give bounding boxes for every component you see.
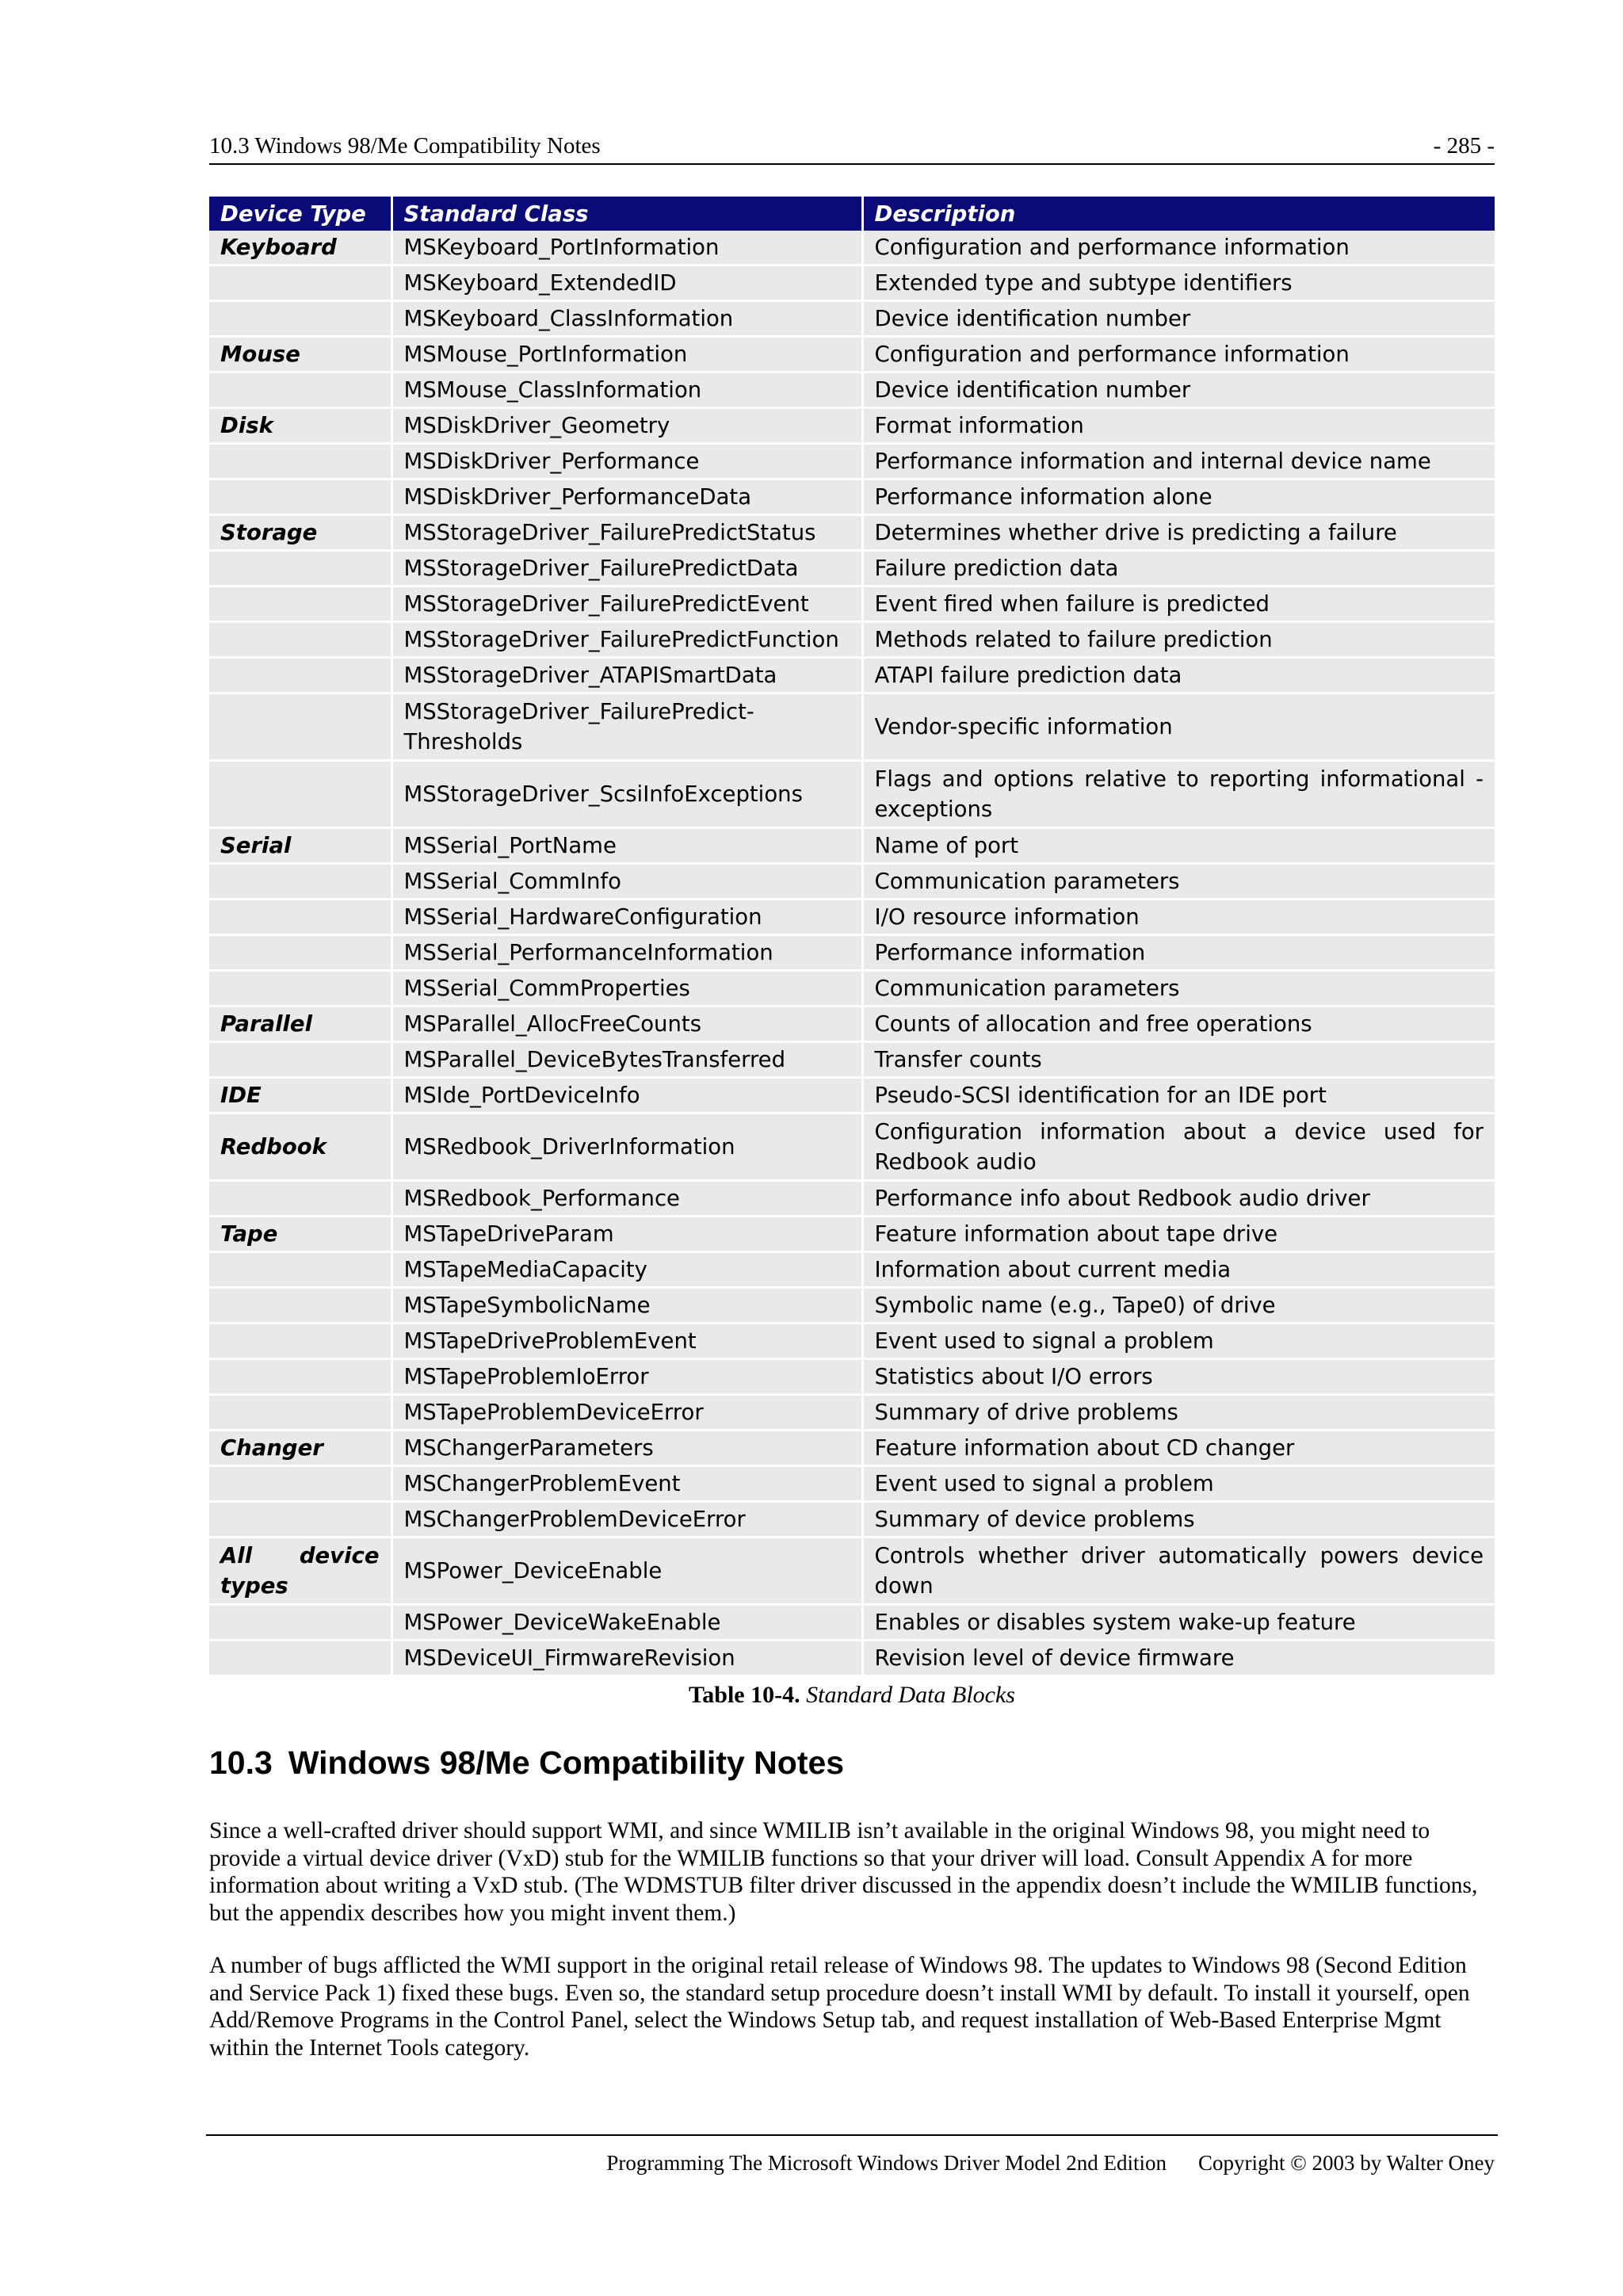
table-row xyxy=(209,935,1495,971)
table-row xyxy=(209,372,1495,408)
running-header xyxy=(209,132,1495,165)
table-row xyxy=(209,1042,1495,1078)
table-row xyxy=(209,1605,1495,1641)
description-cell: Name of port xyxy=(862,828,1495,864)
table-row xyxy=(209,1466,1495,1502)
device-type-cell xyxy=(209,761,391,828)
table-row xyxy=(209,551,1495,586)
table-row xyxy=(209,1007,1495,1042)
table-caption-text: Standard Data Blocks xyxy=(806,1682,1015,1708)
standard-class-cell: MSMouse_ClassInformation xyxy=(391,372,862,408)
device-type-cell xyxy=(209,301,391,337)
standard-class-cell: MSKeyboard_ClassInformation xyxy=(391,301,862,337)
standard-class-cell: MSSerial_PerformanceInformation xyxy=(391,935,862,971)
standard-class-cell: MSIde_PortDeviceInfo xyxy=(391,1078,862,1114)
standard-class-cell: MSDiskDriver_PerformanceData xyxy=(391,479,862,515)
description-cell: Device identification number xyxy=(862,372,1495,408)
table-row xyxy=(209,693,1495,761)
standard-class-cell: MSMouse_PortInformation xyxy=(391,337,862,372)
standard-class-cell: MSSerial_HardwareConfiguration xyxy=(391,900,862,935)
page-footer xyxy=(606,2149,1495,2176)
device-type-cell xyxy=(209,900,391,935)
standard-class-cell: MSRedbook_Performance xyxy=(391,1181,862,1217)
table-row xyxy=(209,1538,1495,1605)
description-cell: Transfer counts xyxy=(862,1042,1495,1078)
description-cell: Revision level of device firmware xyxy=(862,1641,1495,1676)
standard-class-cell: MSChangerProblemEvent xyxy=(391,1466,862,1502)
standard-class-cell: MSPower_DeviceWakeEnable xyxy=(391,1605,862,1641)
standard-class-cell: MSParallel_AllocFreeCounts xyxy=(391,1007,862,1042)
description-cell: Feature information about CD changer xyxy=(862,1431,1495,1466)
standard-class-cell: MSStorageDriver_FailurePredictFunction xyxy=(391,622,862,658)
description-cell: Failure prediction data xyxy=(862,551,1495,586)
description-cell: Performance information and internal device name xyxy=(862,444,1495,479)
standard-class-cell: MSRedbook_DriverInformation xyxy=(391,1114,862,1181)
device-type-cell: Disk xyxy=(209,408,391,444)
description-cell: Extended type and subtype identifiers xyxy=(862,266,1495,301)
device-type-cell: Changer xyxy=(209,1431,391,1466)
standard-class-cell: MSDiskDriver_Geometry xyxy=(391,408,862,444)
device-type-cell xyxy=(209,1288,391,1324)
table-row xyxy=(209,828,1495,864)
table-row xyxy=(209,444,1495,479)
table-body xyxy=(209,231,1495,1676)
description-cell: Flags and options relative to reporting informational - exceptions xyxy=(862,761,1495,828)
description-cell: Symbolic name (e.g., Tape0) of drive xyxy=(862,1288,1495,1324)
device-type-cell xyxy=(209,372,391,408)
standard-class-cell: MSStorageDriver_ScsiInfoExceptions xyxy=(391,761,862,828)
section-title: Windows 98/Me Compatibility Notes xyxy=(288,1744,845,1781)
description-cell: ATAPI failure prediction data xyxy=(862,658,1495,693)
device-type-cell: IDE xyxy=(209,1078,391,1114)
table-row xyxy=(209,231,1495,266)
description-cell: Communication parameters xyxy=(862,864,1495,900)
standard-class-cell: MSSerial_PortName xyxy=(391,828,862,864)
description-cell: Summary of drive problems xyxy=(862,1395,1495,1431)
device-type-cell: Redbook xyxy=(209,1114,391,1181)
device-type-cell xyxy=(209,1466,391,1502)
footer-book-title: Programming The Microsoft Windows Driver Model 2nd Edition xyxy=(606,2151,1167,2175)
device-type-cell xyxy=(209,693,391,761)
description-cell: Performance information alone xyxy=(862,479,1495,515)
device-type-cell xyxy=(209,658,391,693)
description-cell: Controls whether driver automatically powers device down xyxy=(862,1538,1495,1605)
device-type-cell xyxy=(209,444,391,479)
description-cell: Communication parameters xyxy=(862,971,1495,1007)
device-type-cell: Serial xyxy=(209,828,391,864)
description-cell: Event used to signal a problem xyxy=(862,1324,1495,1359)
table-row xyxy=(209,266,1495,301)
header-section-title: 10.3 Windows 98/Me Compatibility Notes xyxy=(209,133,601,159)
standard-class-cell: MSTapeDriveParam xyxy=(391,1217,862,1252)
standard-class-cell: MSKeyboard_PortInformation xyxy=(391,231,862,266)
section-number: 10.3 xyxy=(209,1744,273,1781)
device-type-cell xyxy=(209,1605,391,1641)
standard-class-cell: MSStorageDriver_FailurePredictData xyxy=(391,551,862,586)
description-cell: Summary of device problems xyxy=(862,1502,1495,1538)
standard-class-cell: MSChangerParameters xyxy=(391,1431,862,1466)
table-row xyxy=(209,1502,1495,1538)
table-row xyxy=(209,515,1495,551)
standard-class-cell: MSSerial_CommInfo xyxy=(391,864,862,900)
table-row xyxy=(209,1641,1495,1676)
standard-data-blocks-table xyxy=(209,197,1495,1677)
device-type-cell xyxy=(209,864,391,900)
description-cell: Counts of allocation and free operations xyxy=(862,1007,1495,1042)
device-type-cell: All device types xyxy=(209,1538,391,1605)
table-row xyxy=(209,971,1495,1007)
description-cell: Event used to signal a problem xyxy=(862,1466,1495,1502)
table-row xyxy=(209,337,1495,372)
table-row xyxy=(209,1114,1495,1181)
table-row xyxy=(209,658,1495,693)
device-type-cell xyxy=(209,935,391,971)
description-cell: Configuration and performance information xyxy=(862,231,1495,266)
device-type-cell xyxy=(209,971,391,1007)
device-type-cell xyxy=(209,1641,391,1676)
footer-copyright: Copyright © 2003 by Walter Oney xyxy=(1197,2151,1495,2175)
table-row xyxy=(209,900,1495,935)
footer-rule xyxy=(206,2134,1498,2136)
table-caption-label: Table 10-4. xyxy=(689,1682,800,1708)
standard-class-cell: MSStorageDriver_ATAPISmartData xyxy=(391,658,862,693)
standard-class-cell: MSDeviceUI_FirmwareRevision xyxy=(391,1641,862,1676)
standard-class-cell: MSStorageDriver_FailurePredictEvent xyxy=(391,586,862,622)
description-cell: I/O resource information xyxy=(862,900,1495,935)
section-heading xyxy=(209,1742,844,1783)
standard-class-cell: MSTapeMediaCapacity xyxy=(391,1252,862,1288)
standard-class-cell: MSStorageDriver_FailurePredict-Thresholds xyxy=(391,693,862,761)
description-cell: Device identification number xyxy=(862,301,1495,337)
description-cell: Pseudo-SCSI identification for an IDE port xyxy=(862,1078,1495,1114)
table-row xyxy=(209,479,1495,515)
description-cell: Feature information about tape drive xyxy=(862,1217,1495,1252)
body-paragraph: Since a well-crafted driver should support WMI, and since WMILIB isn’t available in the original Windows 98, you might need to provide a virtual device driver (VxD) stub for the WMILIB functions so that your driver will load. Consult Appendix A for more information about writing a VxD stub. (The WDMSTUB filter driver discussed in the appendix doesn’t include the WMILIB functions, but the appendix describes how you might invent them.) xyxy=(209,1818,1478,1926)
standard-class-cell: MSKeyboard_ExtendedID xyxy=(391,266,862,301)
table-row xyxy=(209,1431,1495,1466)
description-cell: Performance information xyxy=(862,935,1495,971)
description-cell: Determines whether drive is predicting a failure xyxy=(862,515,1495,551)
device-type-cell xyxy=(209,1359,391,1395)
table-row xyxy=(209,1359,1495,1395)
standard-class-cell: MSTapeProblemDeviceError xyxy=(391,1395,862,1431)
device-type-cell xyxy=(209,1252,391,1288)
standard-class-cell: MSSerial_CommProperties xyxy=(391,971,862,1007)
table-row xyxy=(209,301,1495,337)
standard-class-cell: MSTapeDriveProblemEvent xyxy=(391,1324,862,1359)
table-row xyxy=(209,1217,1495,1252)
device-type-cell xyxy=(209,1502,391,1538)
table-row xyxy=(209,1252,1495,1288)
device-type-cell xyxy=(209,622,391,658)
table-row xyxy=(209,586,1495,622)
table-header-row xyxy=(209,197,1495,231)
standard-class-cell: MSStorageDriver_FailurePredictStatus xyxy=(391,515,862,551)
standard-class-cell: MSTapeProblemIoError xyxy=(391,1359,862,1395)
description-cell: Enables or disables system wake-up feature xyxy=(862,1605,1495,1641)
device-type-cell: Parallel xyxy=(209,1007,391,1042)
column-header-standard-class: Standard Class xyxy=(391,197,862,231)
description-cell: Configuration information about a device used for Redbook audio xyxy=(862,1114,1495,1181)
table-row xyxy=(209,408,1495,444)
standard-class-cell: MSDiskDriver_Performance xyxy=(391,444,862,479)
description-cell: Format information xyxy=(862,408,1495,444)
device-type-cell xyxy=(209,1324,391,1359)
device-type-cell xyxy=(209,551,391,586)
device-type-cell xyxy=(209,479,391,515)
table-row xyxy=(209,1324,1495,1359)
table-row xyxy=(209,1395,1495,1431)
column-header-description: Description xyxy=(862,197,1495,231)
description-cell: Information about current media xyxy=(862,1252,1495,1288)
table-caption xyxy=(209,1682,1495,1709)
standard-class-cell: MSTapeSymbolicName xyxy=(391,1288,862,1324)
standard-class-cell: MSParallel_DeviceBytesTransferred xyxy=(391,1042,862,1078)
table-row xyxy=(209,864,1495,900)
description-cell: Configuration and performance information xyxy=(862,337,1495,372)
column-header-device-type: Device Type xyxy=(209,197,391,231)
device-type-cell xyxy=(209,1395,391,1431)
description-cell: Vendor-specific information xyxy=(862,693,1495,761)
standard-class-cell: MSChangerProblemDeviceError xyxy=(391,1502,862,1538)
device-type-cell xyxy=(209,1042,391,1078)
device-type-cell xyxy=(209,1181,391,1217)
description-cell: Performance info about Redbook audio driver xyxy=(862,1181,1495,1217)
body-paragraph: A number of bugs afflicted the WMI support in the original retail release of Windows 98. The updates to Windows 98 (Second Edition and Service Pack 1) fixed these bugs. Even so, the standard setup procedure doesn’t install WMI by default. To install it yourself, open Add/Remove Programs in the Control Panel, select the Windows Setup tab, and request installation of Web-Based Enterprise Mgmt within the Internet Tools category. xyxy=(209,1953,1470,2061)
device-type-cell: Storage xyxy=(209,515,391,551)
header-page-number: - 285 - xyxy=(1433,133,1495,159)
device-type-cell xyxy=(209,266,391,301)
device-type-cell: Keyboard xyxy=(209,231,391,266)
table-row xyxy=(209,761,1495,828)
device-type-cell: Tape xyxy=(209,1217,391,1252)
description-cell: Methods related to failure prediction xyxy=(862,622,1495,658)
device-type-cell: Mouse xyxy=(209,337,391,372)
standard-class-cell: MSPower_DeviceEnable xyxy=(391,1538,862,1605)
table-row xyxy=(209,1181,1495,1217)
table-row xyxy=(209,1078,1495,1114)
description-cell: Statistics about I/O errors xyxy=(862,1359,1495,1395)
description-cell: Event fired when failure is predicted xyxy=(862,586,1495,622)
table-row xyxy=(209,1288,1495,1324)
table-row xyxy=(209,622,1495,658)
device-type-cell xyxy=(209,586,391,622)
